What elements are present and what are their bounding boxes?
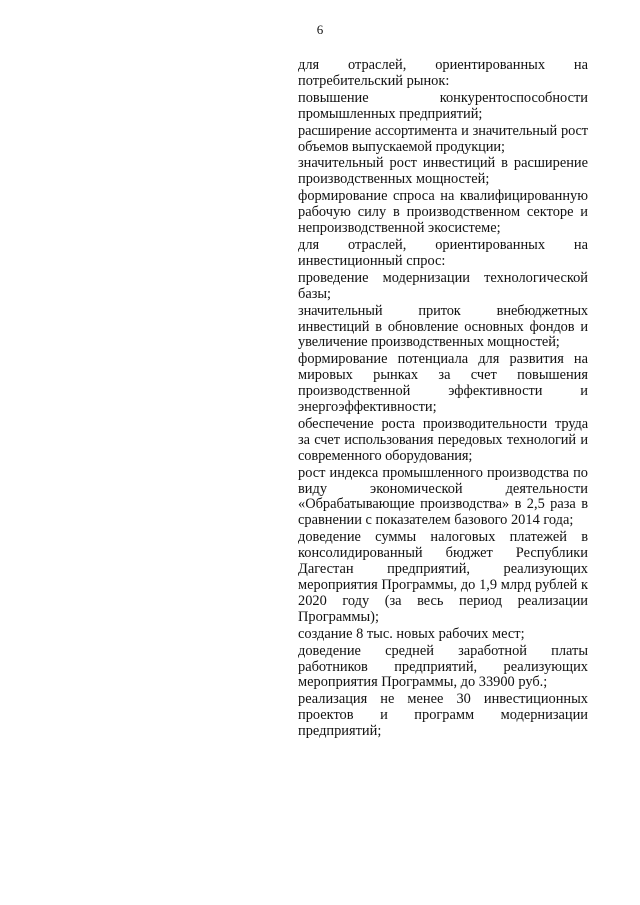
paragraph-investment-projects: реализация не менее 30 инвестиционных проектов и программ модернизации предприятий; [298, 691, 588, 740]
paragraph-tax-payments: доведение суммы налоговых платежей в консолидированный бюджет Республики Дагестан предприятий, реализующих мероприятия Программы, до 1,9 млрд рублей к 2020 году (за весь период реализации Программы); [298, 529, 588, 625]
paragraph-modernization: проведение модернизации технологической базы; [298, 269, 588, 302]
document-body [298, 58, 588, 741]
paragraph-world-markets: формирование потенциала для развития на мировых рынках за счет повышения производственной эффективности и энергоэффективности; [298, 351, 588, 416]
paragraph-assortment: расширение ассортимента и значительный рост объемов выпускаемой продукции; [298, 122, 588, 155]
paragraph-labor-demand: формирование спроса на квалифицированную рабочую силу в производственном секторе и непроизводственной экосистеме; [298, 188, 588, 237]
paragraph-productivity: обеспечение роста производительности труда за счет использования передовых технологий и современного оборудования; [298, 415, 588, 464]
paragraph-investment-growth: значительный рост инвестиций в расширение производственных мощностей; [298, 155, 588, 188]
paragraph-wages: доведение средней заработной платы работников предприятий, реализующих мероприятия Программы, до 33900 руб.; [298, 642, 588, 691]
paragraph-competitiveness: повышение конкурентоспособности промышленных предприятий; [298, 89, 588, 122]
paragraph-consumer-sectors-heading: для отраслей, ориентированных на потребительский рынок: [298, 57, 588, 89]
paragraph-investment-sectors-heading: для отраслей, ориентированных на инвестиционный спрос: [298, 236, 588, 269]
paragraph-extrabudgetary-investment: значительный приток внебюджетных инвестиций в обновление основных фондов и увеличение производственных мощностей; [298, 302, 588, 351]
paragraph-new-jobs: создание 8 тыс. новых рабочих мест; [298, 625, 525, 642]
page-number: 6 [316, 22, 324, 37]
paragraph-production-index: рост индекса промышленного производства по виду экономической деятельности «Обрабатывающие производства» в 2,5 раза в сравнении с показателем базового 2014 года; [298, 464, 588, 529]
